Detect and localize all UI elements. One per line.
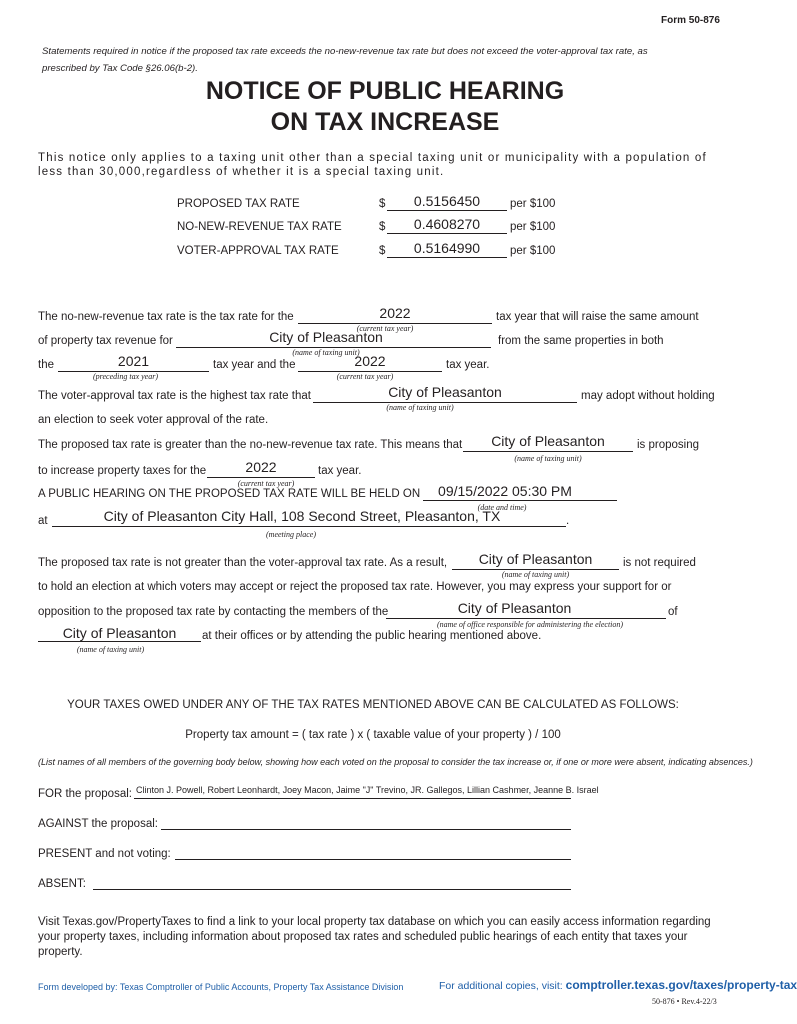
nnr-unit-field[interactable]: City of Pleasanton (269, 329, 383, 345)
var-rate-label: VOTER-APPROVAL TAX RATE (177, 245, 339, 257)
hearing-place-caption: (meeting place) (266, 530, 316, 539)
form-number: Form 50-876 (661, 15, 720, 26)
against-field[interactable] (161, 829, 571, 830)
footer-revision: 50-876 • Rev.4-22/3 (652, 997, 717, 1006)
title-line-2: ON TAX INCREASE (270, 108, 500, 136)
nnr-text-1: The no-new-revenue tax rate is the tax rate for the (38, 311, 294, 323)
nnr-prev-year-caption: (preceding tax year) (92, 372, 158, 381)
for-label: FOR the proposal: (38, 788, 132, 800)
greater-text-2: is proposing (637, 439, 700, 451)
var-text-3: an election to seek voter approval of the rate. (38, 414, 269, 426)
var-text-2: may adopt without holding (581, 390, 715, 402)
visit-text: Visit Texas.gov/PropertyTaxes to find a link to your local property tax database on which you can easily access information regarding your property taxes, including information about proposed tax rates and scheduled public hearings of each entity that taxes your property. (38, 916, 711, 958)
nnr-year-caption: (current tax year) (356, 324, 414, 333)
greater-text-4: tax year. (318, 465, 362, 477)
var-rate-per: per $100 (510, 245, 556, 257)
notgreater-unit-caption: (name of taxing unit) (501, 570, 570, 579)
footer-copies-link[interactable]: comptroller.texas.gov/taxes/property-tax (565, 978, 797, 992)
notgreater-office-field[interactable]: City of Pleasanton (457, 600, 572, 616)
var-text-1: The voter-approval tax rate is the highest tax rate that (38, 390, 311, 402)
var-rate-dollar: $ (379, 245, 386, 257)
title-line-1: NOTICE OF PUBLIC HEARING (205, 77, 565, 105)
notgreater-text-3: to hold an election at which voters may accept or reject the proposed tax rate. However, you may express your support for or (38, 581, 672, 593)
var-unit-caption: (name of taxing unit) (386, 403, 454, 412)
notgreater-text-2: is not required (623, 557, 696, 569)
notgreater-unit-field[interactable]: City of Pleasanton (478, 551, 593, 567)
nnr-text-5: the (38, 359, 54, 371)
absent-label: ABSENT: (38, 878, 86, 890)
nnr-rate-per: per $100 (510, 221, 556, 233)
votes-instruction: (List names of all members of the governing body below, showing how each voted on the proposal to consider the tax increase or, if one or more were absent, indicating absences.) (38, 757, 753, 767)
for-names-field[interactable]: Clinton J. Powell, Robert Leonhardt, Joey Macon, Jaime "J" Trevino, JR. Gallegos, Lillian Cashmer, Jeanne B. Israel (136, 785, 599, 795)
hearing-datetime-caption: (date and time) (477, 503, 527, 512)
notice-text: This notice only applies to a taxing unit other than a special taxing unit or municipality with a population of less than 30,000,regardless of whether it is a special taxing unit. (38, 152, 707, 178)
proposed-rate-label: PROPOSED TAX RATE (177, 198, 300, 210)
hearing-at: at (38, 515, 48, 527)
nnr-text-2: tax year that will raise the same amount (496, 311, 699, 323)
notgreater-text-4: opposition to the proposed tax rate by contacting the members of the (38, 606, 389, 618)
nnr-cur-year-caption: (current tax year) (336, 372, 394, 381)
calc-formula: Property tax amount = ( tax rate ) x ( taxable value of your property ) / 100 (185, 729, 561, 741)
calc-heading: YOUR TAXES OWED UNDER ANY OF THE TAX RATES MENTIONED ABOVE CAN BE CALCULATED AS FOLLOWS: (67, 699, 679, 711)
page-title (0, 76, 770, 138)
proposed-rate-per: per $100 (510, 198, 556, 210)
nnr-unit-caption: (name of taxing unit) (292, 348, 360, 357)
nnr-text-3: of property tax revenue for (38, 335, 173, 347)
absent-field[interactable] (93, 889, 571, 890)
nnr-year-field[interactable]: 2022 (379, 305, 411, 321)
greater-text-1: The proposed tax rate is greater than the no-new-revenue tax rate. This means that (38, 439, 463, 451)
nnr-text-7: tax year. (446, 359, 490, 371)
notgreater-unit2-caption: (name of taxing unit) (76, 645, 145, 654)
notgreater-of: of (668, 606, 678, 618)
footer-developed: Form developed by: Texas Comptroller of Public Accounts, Property Tax Assistance Division (38, 982, 404, 992)
greater-year-caption: (current tax year) (237, 479, 295, 488)
notgreater-unit2-field[interactable]: City of Pleasanton (62, 625, 177, 641)
statement-text: Statements required in notice if the proposed tax rate exceeds the no-new-revenue tax rate but does not exceed the voter-approval tax rate, as prescribed by Tax Code §26.06(b-2). (42, 46, 648, 74)
greater-unit-field[interactable]: City of Pleasanton (491, 433, 605, 449)
var-unit-field[interactable]: City of Pleasanton (388, 384, 502, 400)
present-field[interactable] (175, 859, 571, 860)
present-label: PRESENT and not voting: (38, 848, 171, 860)
nnr-rate-label: NO-NEW-REVENUE TAX RATE (177, 221, 342, 233)
hearing-period: . (566, 515, 570, 527)
hearing-place-field[interactable]: City of Pleasanton City Hall, 108 Second Street, Pleasanton, TX (103, 508, 501, 524)
proposed-rate-field[interactable]: 0.5156450 (413, 193, 481, 209)
nnr-rate-dollar: $ (379, 221, 386, 233)
greater-year-field[interactable]: 2022 (245, 459, 277, 475)
footer-copies-prefix: For additional copies, visit: (439, 980, 563, 992)
nnr-text-4: from the same properties in both (498, 335, 664, 347)
notgreater-text-1: The proposed tax rate is not greater than the voter-approval tax rate. As a result, (38, 557, 448, 569)
greater-unit-caption: (name of taxing unit) (514, 454, 582, 463)
against-label: AGAINST the proposal: (38, 818, 158, 830)
notgreater-office-caption: (name of office responsible for administering the election) (436, 620, 624, 629)
nnr-cur-year-field[interactable]: 2022 (354, 353, 386, 369)
var-rate-field[interactable]: 0.5164990 (413, 240, 481, 256)
notgreater-text-5: at their offices or by attending the public hearing mentioned above. (202, 630, 542, 642)
footer-copies (439, 978, 797, 992)
hearing-text: A PUBLIC HEARING ON THE PROPOSED TAX RATE WILL BE HELD ON (38, 488, 421, 500)
nnr-prev-year-field[interactable]: 2021 (117, 353, 150, 369)
nnr-rate-field[interactable]: 0.4608270 (413, 216, 481, 232)
nnr-text-6: tax year and the (213, 359, 296, 371)
proposed-rate-dollar: $ (379, 198, 386, 210)
hearing-datetime-field[interactable]: 09/15/2022 05:30 PM (438, 483, 572, 499)
greater-text-3: to increase property taxes for the (38, 465, 207, 477)
